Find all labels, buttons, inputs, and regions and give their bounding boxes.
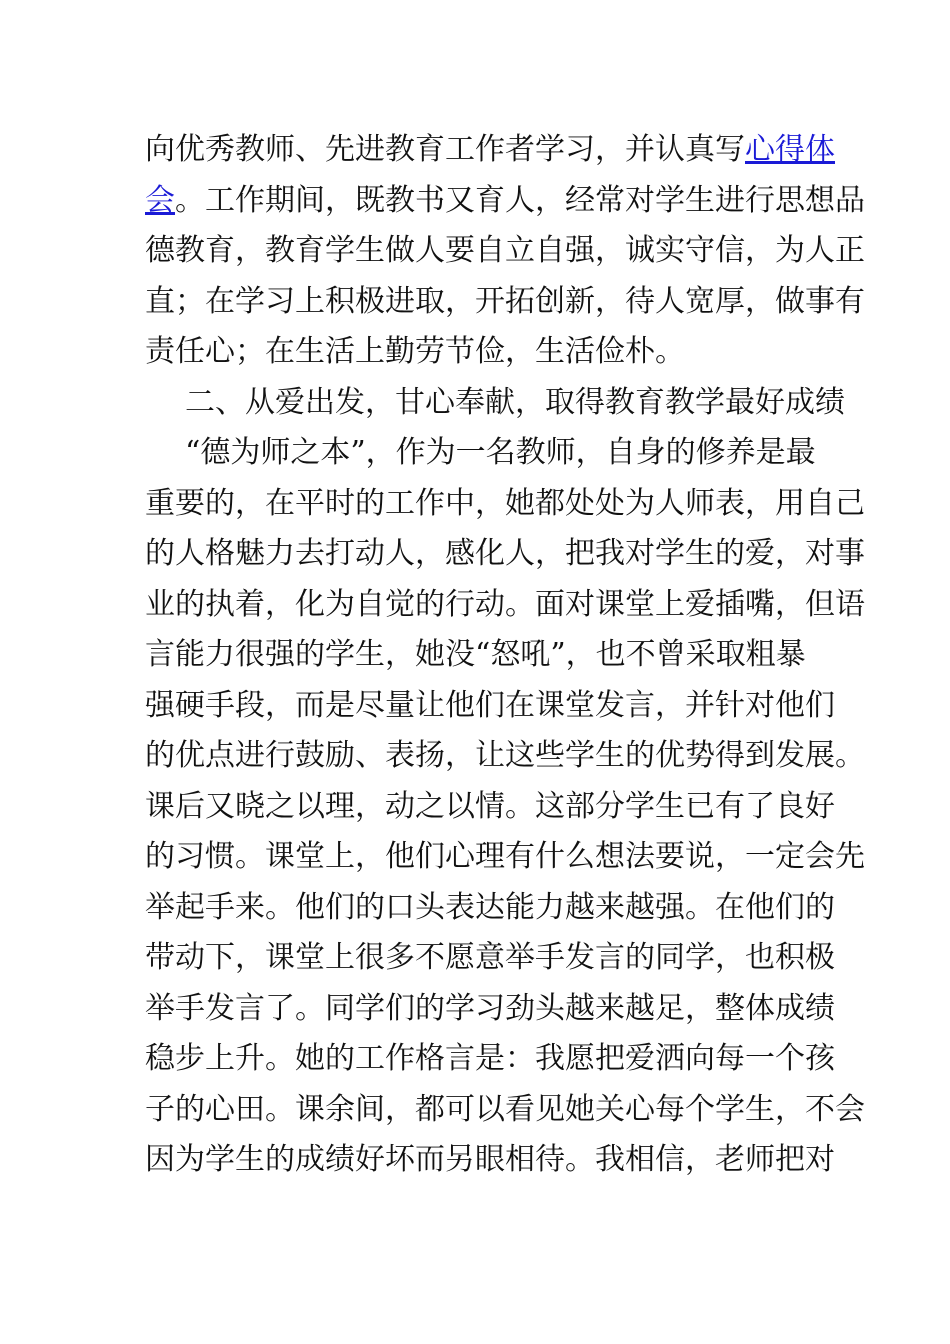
text-run: 重要的，在平时的工作中，她都处处为人师表，用自己 [145, 485, 865, 521]
text-line [145, 1034, 835, 1084]
text-line [185, 428, 816, 478]
text-line [145, 176, 865, 226]
text-run: 的优点进行鼓励、表扬，让这些学生的优势得到发展。 [145, 738, 865, 773]
text-run: 的人格魅力去打动人，感化人，把我对学生的爱，对事 [145, 536, 865, 571]
text-line [145, 1135, 835, 1185]
text-run: 课后又晓之以理，动之以情。这部分学生已有了良好 [145, 788, 835, 824]
text-run: 向优秀教师、先进教育工作者学习，并认真写 [145, 132, 745, 167]
text-line [145, 327, 805, 377]
text-run: 德教育，教育学生做人要自立自强，诚实守信，为人正 [145, 233, 865, 268]
text-line [185, 378, 845, 428]
text-run: 责任心；在生活上勤劳节俭，生活俭朴。 [145, 334, 685, 369]
text-run: 直；在学习上积极进取，开拓创新，待人宽厚，做事有 [145, 283, 865, 319]
text-line [145, 125, 835, 175]
text-run: 强硬手段，而是尽量让他们在课堂发言，并针对他们 [145, 687, 835, 723]
text-run: 。工作期间，既教书又育人，经常对学生进行思想品 [175, 182, 865, 218]
text-line [145, 277, 865, 327]
text-line [145, 226, 865, 276]
text-line [145, 479, 865, 529]
text-line [145, 984, 835, 1034]
xinde-tihui-link[interactable]: 心得体 [745, 132, 835, 167]
text-line [145, 529, 865, 579]
text-line [145, 933, 835, 983]
text-run: 举起手来。他们的口头表达能力越来越强。在他们的 [145, 889, 835, 925]
text-run: 带动下，课堂上很多不愿意举手发言的同学，也积极 [145, 940, 835, 975]
text-line [145, 883, 835, 933]
text-run: 稳步上升。她的工作格言是：我愿把爱洒向每一个孩 [145, 1041, 835, 1076]
text-run: 举手发言了。同学们的学习劲头越来越足，整体成绩 [145, 990, 835, 1026]
text-line [145, 1085, 865, 1135]
text-run: 因为学生的成绩好坏而另眼相待。我相信，老师把对 [145, 1142, 835, 1177]
text-line [145, 580, 865, 630]
text-line [145, 630, 805, 680]
text-run: “德为师之本”，作为一名教师，自身的修养是最 [185, 435, 816, 470]
text-line [145, 731, 865, 781]
xinde-tihui-link[interactable]: 会 [145, 182, 175, 218]
text-run: 子的心田。课余间，都可以看见她关心每个学生，不会 [145, 1091, 865, 1127]
text-run: 言能力很强的学生，她没“怒吼”，也不曾采取粗暴 [145, 637, 806, 672]
text-line [145, 681, 835, 731]
text-line [145, 832, 865, 882]
text-line [145, 782, 835, 832]
text-run: 业的执着，化为自觉的行动。面对课堂上爱插嘴，但语 [145, 586, 865, 622]
text-run: 的习惯。课堂上，他们心理有什么想法要说，一定会先 [145, 839, 865, 874]
text-run: 二、从爱出发，甘心奉献，取得教育教学最好成绩 [185, 384, 845, 420]
